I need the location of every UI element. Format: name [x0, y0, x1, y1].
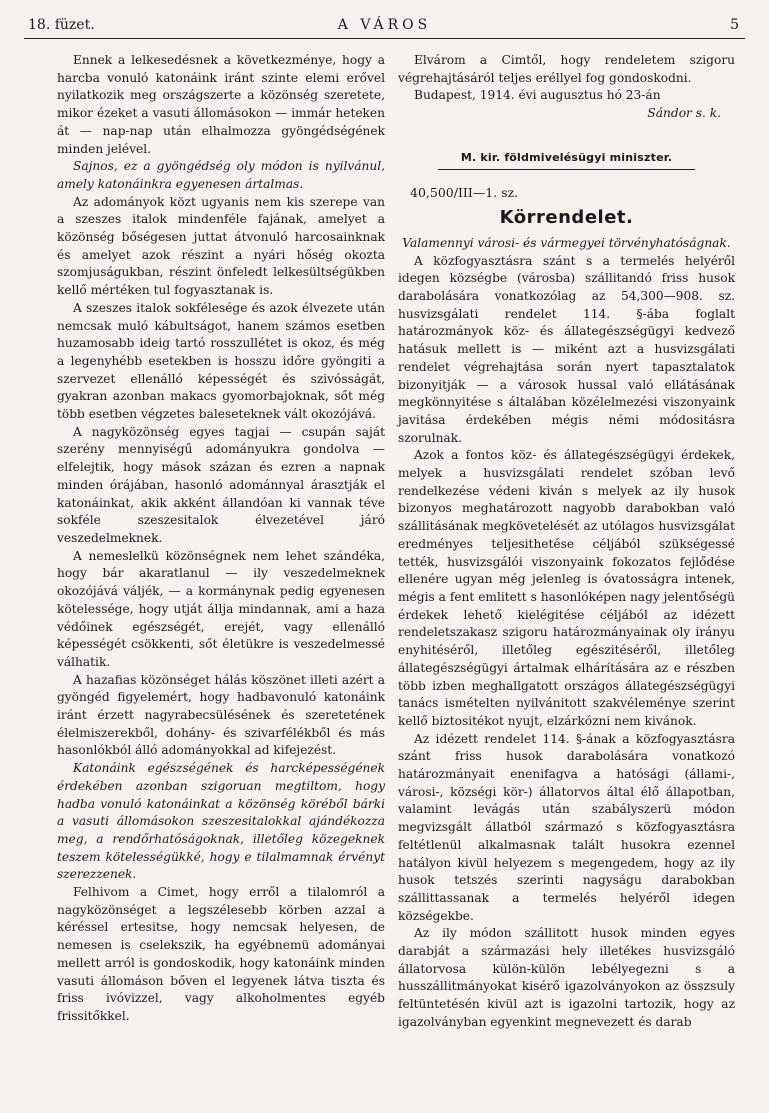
- reference-number: 40,500/III—1. sz.: [410, 184, 519, 200]
- right-column: [398, 52, 735, 1092]
- paragraph: Sajnos, ez a gyöngédség oly módon is nyilvánul, amely katonáinkra egyenesen ártalmas.: [57, 159, 385, 191]
- publication-title: A VÁROS: [337, 17, 432, 33]
- signature: Sándor s. k.: [647, 106, 721, 121]
- paragraph: A hazafias közönséget hálás köszönet illeti azért a gyöngéd figyelemért, hogy hadbavonuló katonáink iránt érzett nagyrabecsülésének és szeretetének élelmiszerekből, dohány- és szivarfélékből és más hasonlókból álló adományokkal ad kifejezést.: [57, 672, 385, 758]
- place-date: Budapest, 1914. évi augusztus hó 23-án: [414, 88, 661, 103]
- paragraph: Az adományok közt ugyanis nem kis szerepe van a szeszes italok mindenféle fajának, amelyet a közönség bőségesen juttat átvonuló harcosainknak és amelyet azok részint a nyári hőség okozta szomjuságukban, részint önfeledt lelkesültségükben kellő mértéken tul fogyasztanak is.: [57, 194, 385, 298]
- ministry-heading: M. kir. földmivelésügyi miniszter.: [460, 150, 673, 164]
- paragraph: Ennek a lelkesedésnek a következménye, hogy a harcba vonuló katonáink iránt szinte elemi erővel nyilatkozik meg országszerte a közönség szeretete, mikor ézeket a vasuti állomásokon — immár heteken át — nap-nap után elhalmozza gyöngédségének minden jelével.: [57, 53, 385, 156]
- paragraph: A nagyközönség egyes tagjai — csupán saját szerény mennyiségű adományukra gondolva — elfelejtik, hogy mások százan és ezren a napnak minden órájában, hasonló adománnyal árasztják el katonáinkat, akik akként állandóan ki vannak téve sokféle szeszesitalok élvezetével járó veszedelmeknek.: [57, 424, 385, 545]
- page-number: 5: [730, 17, 739, 33]
- page-header: [24, 16, 745, 39]
- addressee: Valamennyi városi- és vármegyei törvényhatóságnak.: [402, 235, 731, 250]
- closing-paragraph: Elvárom a Cimtől, hogy rendeletem szigoru végrehajtásáról teljes eréllyel fog gondoskodni.: [398, 53, 735, 85]
- left-column: [57, 52, 385, 1092]
- paragraph: A közfogyasztásra szánt s a termelés helyéről idegen községbe (városba) szállitandó friss husok darabolására vonatkozólag az 54,300—908. sz. husvizsgálati rendelet 114. §-ába foglalt határozmányok köz- és állategészségügyi kedvező hatásuk mellett is — miként azt a husvizsgálati rendelet végrehajtása során nyert tapasztalatok bizonyitják — a városok hussal való ellátásának megkönnyitése s általában közélelmezési viszonyaink javitása érdekében mégis némi módositásra szorulnak.: [398, 253, 735, 445]
- divider: [438, 169, 695, 170]
- paragraph: Az ily módon szállitott husok minden egyes darabját a származási hely illetékes husvizsgáló állatorvosa külön-külön lebélyegezni s a husszállitmányokat kisérő igazolványokon az összsuly feltüntetésén kivül azt is igazolni tartozik, hogy az igazolványban egyenkint megnevezett és darab: [398, 926, 735, 1029]
- paragraph: Katonáink egészségének és harcképességének érdekében azonban szigoruan megtiltom, hogy hadba vonuló katonáinkat a közönség köréből bárki a vasuti állomásokon szeszesitalokkal ajándékozza meg, a rendőrhatóságoknak, illetőleg közegeknek teszem kötelességükké, hogy e tilalmamnak érvényt szerezzenek.: [57, 761, 385, 882]
- paragraph: Azok a fontos köz- és állategészségügyi érdekek, melyek a husvizsgálati rendelet szóban levő rendelkezése védeni kiván s melyek az ily husok bizonyos meghatározott nagyobb darabokban való szállitásának megkövetelését az utólagos husvizsgálat eredményes teljesithetése céljából szükségessé tették, husvizsgálói viszonyaink fokozatos fejlődése ellenére ugyan még jelenleg is óvatosságra intenek, mégis a fent emlitett s hasonlóképen nagy jelentőségü érdekek lehető kielégitése céljából az idézett rendeletszakasz szigoru határozmányainak oly irányu enyhitéséről, illetőleg egészitéséről, illetőleg állategészségügyi ártalmak elhárítására az e részben több izben meghallgatott országos állategészségügyi tanács ismételten nyilvánitott szakvéleménye szerint kellő biztositékot nyujt, elzárkózni nem kivánok.: [398, 448, 735, 728]
- paragraph: A nemeslelkü közönségnek nem lehet szándéka, hogy bár akaratlanul — ily veszedelmeknek okozójává váljék, — a kormánynak pedig egyenesen kötelessége, hogy utját állja mindannak, ami a haza védőinek egészségét, erejét, vagy ellenálló képességét csökkenti, sőt életükre is veszedelmessé válhatik.: [57, 548, 385, 669]
- paragraph: Felhivom a Cimet, hogy erről a tilalomról a nagyközönséget a legszélesebb körben azzal a kéréssel ertesitse, hogy nemcsak helyesen, de nemesen is cselekszik, ha egyébnemü adományai mellett arról is gondoskodik, hogy katonáink minden vasuti állomáson bőven el legyenek látva tiszta és friss ivóvizzel, vagy alkoholmentes egyéb frissitőkkel.: [57, 885, 385, 1023]
- paragraph: A szeszes italok sokfélesége és azok élvezete után nemcsak muló kábultságot, hanem számos esetben huzamosabb ideig tartó rosszullétet is okoz, és még a legenyhébb esetekben is hosszu időre gyöngiti a szervezet ellenálló képességét és szivósságát, gyakran azonban makacs gyomorbajoknak, sőt még több esetben végzetes baleseteknek vált okozójává.: [57, 300, 385, 422]
- paragraph: Az idézett rendelet 114. §-ának a közfogyasztásra szánt friss husok darabolására vonatkozó határozmányait enenifagva a hatósági (állami-, városi-, községi kör-) állatorvos által élő állapotban, valamint levágás után szabályszerü módon megvizsgált állatból származó s közfogyasztásra feltétlenül alkalmasnak talált husokra ezennel hatályon kivül helyezem s megengedem, hogy az ily husok tetszés szerinti nagyságu darabokban szállittassanak a termelés helyéről idegen községekbe.: [398, 731, 735, 923]
- decree-title: Körrendelet.: [499, 207, 634, 229]
- issue-number: 18. füzet.: [28, 17, 95, 33]
